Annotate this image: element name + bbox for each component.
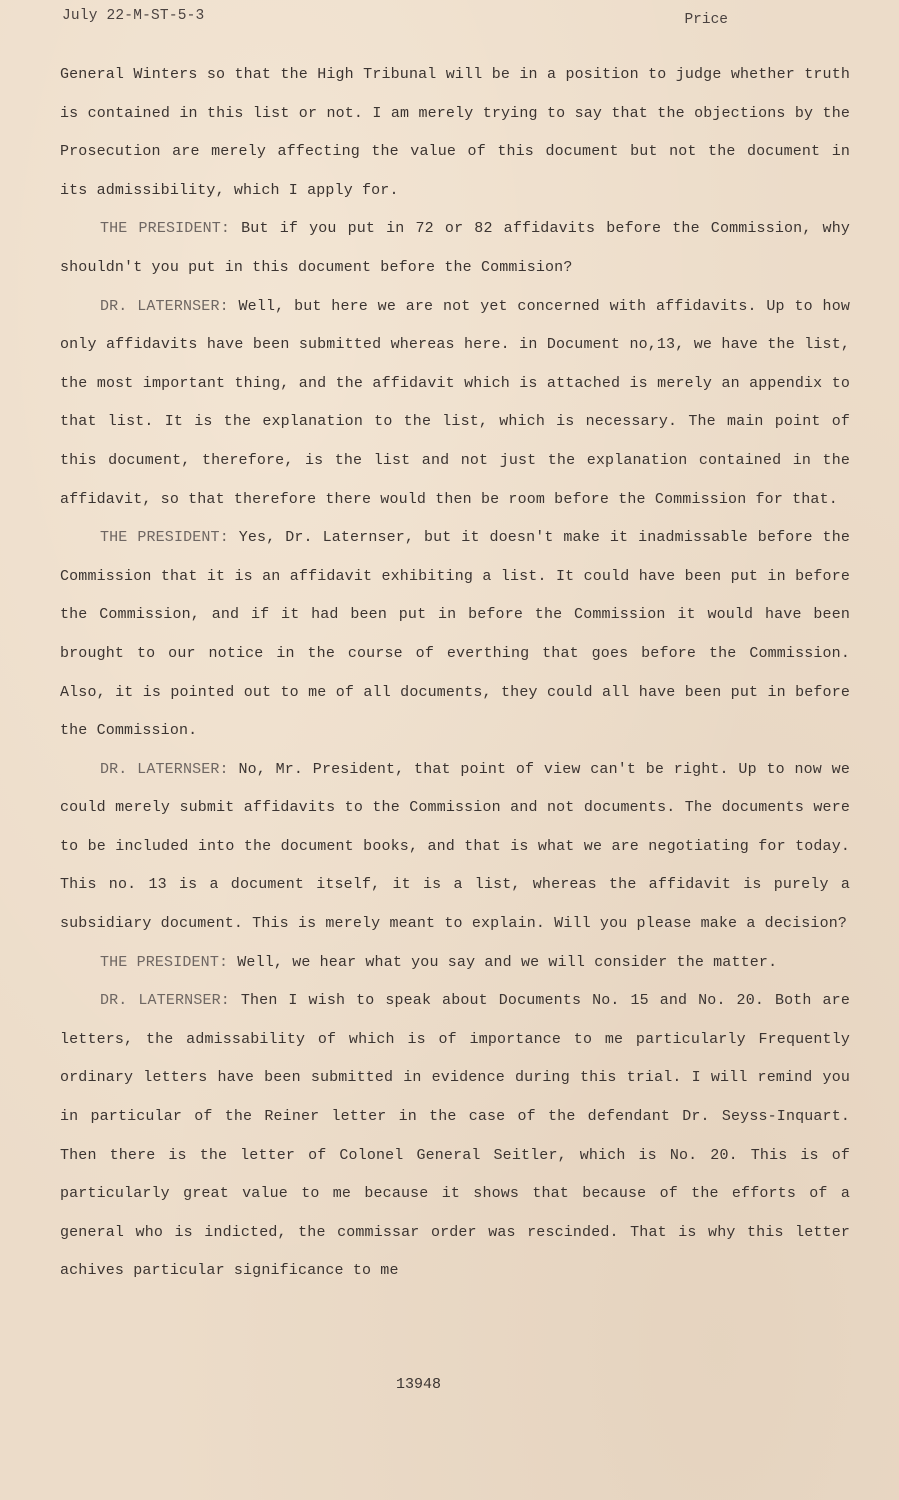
paragraph-laternser <box>60 751 850 944</box>
speaker-label: DR. LATERNSER: <box>100 992 230 1010</box>
paragraph-text: Then I wish to speak about Documents No. 15 and No. 20. Both are letters, the admissability of which is of importance to me particularly Frequently ordinary letters have been submitted in evidence during this trial. I will remind you in particular of the Reiner letter in the case of the defendant Dr. Seyss-Inquart. Then there is the letter of Colonel General Seitler, which is No. 20. This is of particularly great value to me because it shows that because of the efforts of a general who is indicted, the commissar order was rescinded. That is why this letter achives particular significance to me <box>60 992 850 1280</box>
paragraph-laternser <box>60 982 850 1291</box>
speaker-label: THE PRESIDENT: <box>100 529 229 547</box>
page-number: 13948 <box>396 1376 442 1393</box>
speaker-label: DR. LATERNSER: <box>100 760 229 778</box>
transcript-reference: July 22-M-ST-5-3 <box>62 8 205 24</box>
speaker-label: THE PRESIDENT: <box>100 953 229 971</box>
speaker-label: DR. LATERNSER: <box>100 297 229 315</box>
paragraph-laternser <box>60 288 850 520</box>
paragraph-text: Yes, Dr. Laternser, but it doesn't make it inadmissable before the Commission that it is an affidavit exhibiting a list. It could have been put in before the Commission, and if it had been put in before the Commission it would have been brought to our notice in the course of everthing that goes before the Commission. Also, it is pointed out to me of all documents, they could all have been put in before the Commission. <box>60 529 851 740</box>
paragraph-president <box>60 519 850 751</box>
paragraph-text: Well, we hear what you say and we will consider the matter. <box>237 953 778 971</box>
transcript-body <box>60 56 850 1291</box>
paragraph-text: But if you put in 72 or 82 affidavits before the Commission, why shouldn't you put in this document before the Commision? <box>60 220 851 276</box>
paragraph-text: General Winters so that the High Tribunal will be in a position to judge whether truth is contained in this list or not. I am merely trying to say that the objections by the Prosecution are merely affecting the value of this document but not the document in its admissibility, which I apply for. <box>60 66 850 199</box>
paragraph-continuation <box>60 56 850 210</box>
speaker-label: THE PRESIDENT: <box>100 220 231 238</box>
paragraph-president <box>60 210 850 287</box>
paragraph-text: No, Mr. President, that point of view can't be right. Up to now we could merely submit affidavits to the Commission and not documents. The documents were to be included into the document books, and that is what we are negotiating for today. This no. 13 is a document itself, it is a list, whereas the affidavit is purely a subsidiary document. This is merely meant to explain. Will you please make a decision? <box>60 760 850 933</box>
page-header <box>62 4 742 34</box>
paragraph-president <box>60 944 850 983</box>
reporter-name: Price <box>684 12 728 28</box>
paragraph-text: Well, but here we are not yet concerned with affidavits. Up to how only affidavits have been submitted whereas here. in Document no,13, we have the list, the most important thing, and the affidavit which is attached is merely an appendix to that list. It is the explanation to the list, which is necessary. The main point of this document, therefore, is the list and not just the explanation contained in the affidavit, so that therefore there would then be room before the Commission for that. <box>60 297 851 508</box>
